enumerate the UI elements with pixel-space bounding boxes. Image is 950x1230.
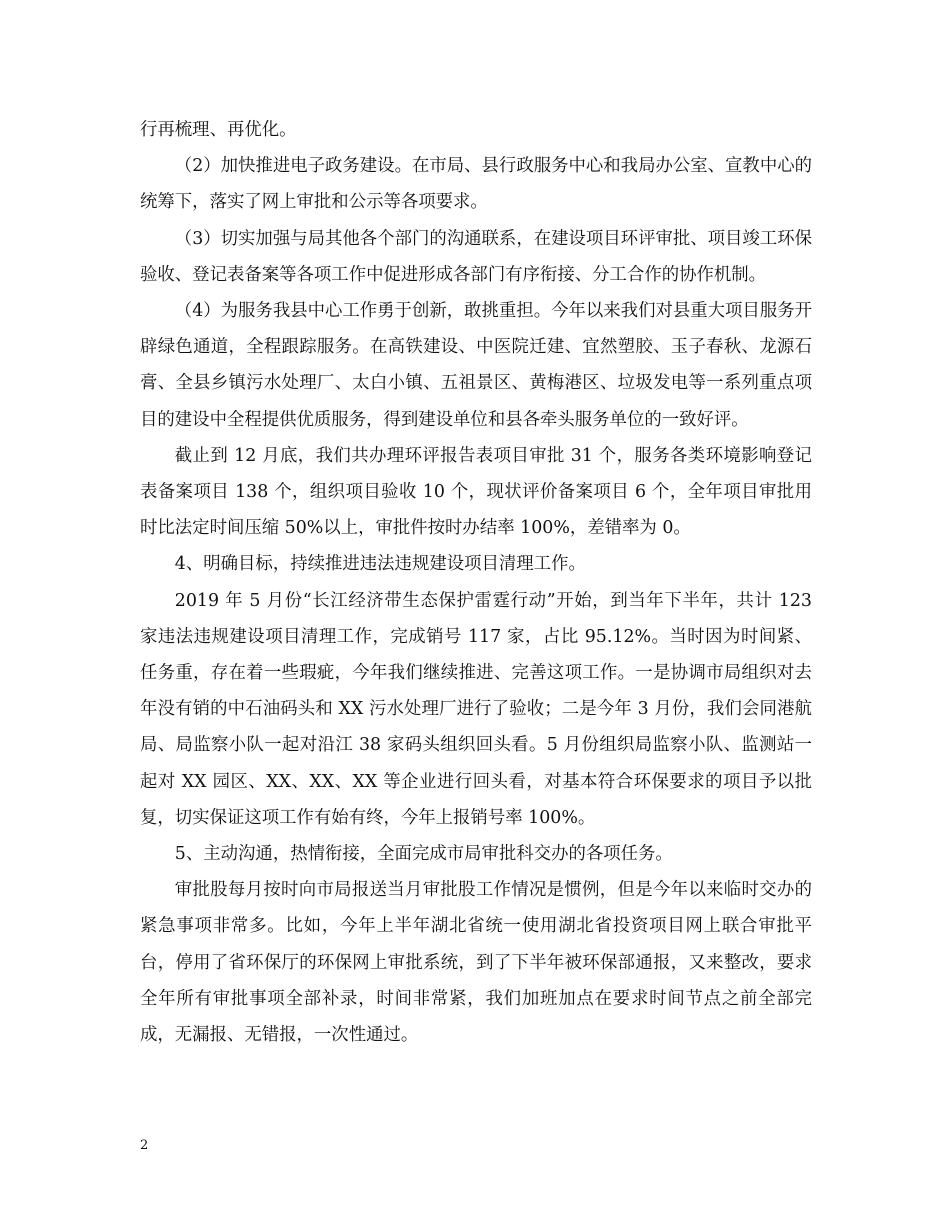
section-heading-4: 4、明确目标，持续推进违法违规建设项目清理工作。 [174,554,586,575]
paragraph-department-coordination: （3）切实加强与局其他各个部门的沟通联系，在建设项目环评审批、项目竣工环保验收、登记表备案等各项工作中促进形成各部门有序衔接、分工合作的协作机制。 [140,228,812,285]
paragraph-reporting-tasks: 审批股每月按时向市局报送当月审批股工作情况是惯例，但是今年以来临时交办的紧急事项非常多。比如，今年上半年湖北省统一使用湖北省投资项目网上联合审批平台，停用了省环保厅的环保网上审批系统，到了下半年被环保部通报，又来整改，要求全年所有审批事项全部补录，时间非常紧，我们加班加点在要求时间节点之前全部完成，无漏报、无错报，一次性通过。 [140,880,812,1046]
paragraph-continuation: 行再梳理、再优化。 [140,120,297,140]
section-heading-5: 5、主动沟通，热情衔接，全面完成市局审批科交办的各项任务。 [174,844,673,865]
body-text [140,112,812,1053]
paragraph-cleanup-work: 2019 年 5 月份“长江经济带生态保护雷霆行动”开始，到当年下半年，共计 123 家违法违规建设项目清理工作，完成销号 117 家，占比 95.12%。当时因为时间紧、任务重，存在着一些瑕疵，今年我们继续推进、完善这项工作。一是协调市局组织对去年没有销的中石油码头和 XX 污水处理厂进行了验收；二是今年 3 月份，我们会同港航局、局监察小队一起对沿江 38 家码头组织回头看。5 月份组织局监察小队、监测站一起对 XX 园区、XX、XX、XX 等企业进行回头看，对基本符合环保要求的项目予以批复，切实保证这项工作有始有终，今年上报销号率 100%。 [140,590,812,828]
page-number: 2 [140,1138,149,1153]
paragraph-year-end-statistics: 截止到 12 月底，我们共办理环评报告表项目审批 31 个，服务各类环境影响登记表备案项目 138 个，组织项目验收 10 个，现状评价备案项目 6 个，全年项目审批用时比法定时间压缩 50%以上，审批件按时办结率 100%，差错率为 0。 [140,445,812,539]
paragraph-innovation-service: （4）为服务我县中心工作勇于创新，敢挑重担。今年以来我们对县重大项目服务开辟绿色通道，全程跟踪服务。在高铁建设、中医院迁建、宜然塑胶、玉子春秋、龙源石膏、全县乡镇污水处理厂、太白小镇、五祖景区、黄梅港区、垃圾发电等一系列重点项目的建设中全程提供优质服务，得到建设单位和县各牵头服务单位的一致好评。 [140,301,812,430]
paragraph-e-government: （2）加快推进电子政务建设。在市局、县行政服务中心和我局办公室、宣教中心的统筹下，落实了网上审批和公示等各项要求。 [140,156,812,213]
